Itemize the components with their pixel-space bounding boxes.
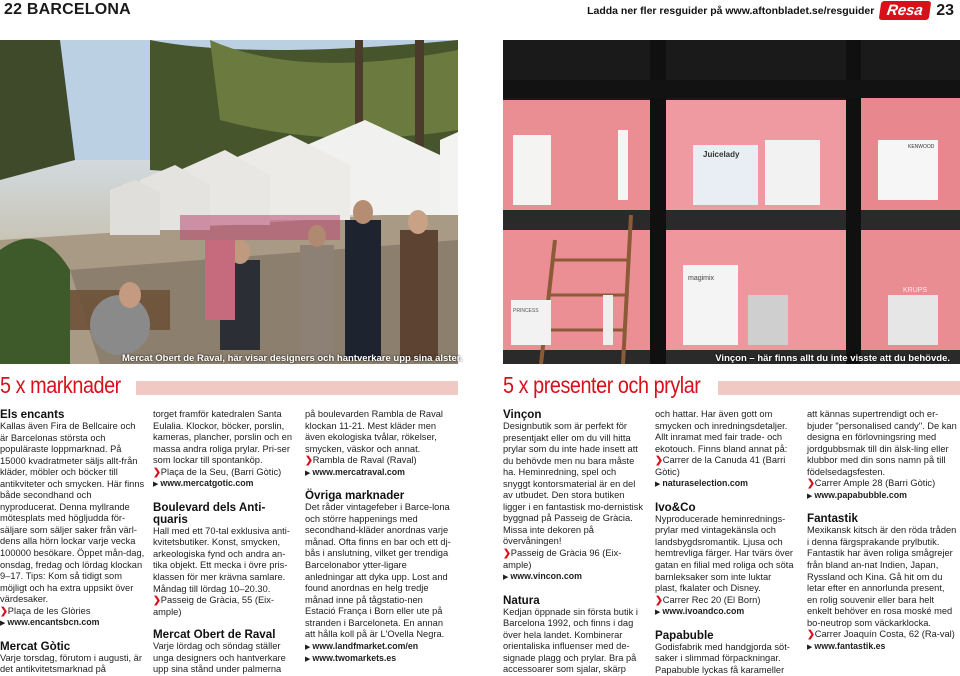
play-icon: ▶ (655, 481, 661, 489)
article-heading: Vinçon (503, 408, 542, 421)
krups-label: KRUPS (903, 287, 928, 294)
kenwood-box-label: KENWOOD (908, 144, 935, 150)
princess-box-label: PRINCESS (513, 308, 539, 314)
play-icon: ▶ (305, 469, 311, 477)
section-rule-left (136, 381, 458, 395)
column-3 (305, 409, 455, 664)
arrow-icon: ❯ (807, 629, 815, 640)
column-1 (0, 408, 146, 675)
shop-window-photo (503, 40, 960, 364)
article-body: på boulevarden Rambla de Raval klockan 11-21. Mest kläder men även ekologiska tvålar, rökelser, smycken, väskor och annat. (305, 409, 443, 454)
article-body: Kallas även Fira de Bellcaire och är Barcelonas största och populäraste loppmarknad. På 15000 kvadratmeter säljs allt-från kläder, möbler och böcker till antikviteter och smycken. Här finns både secondhand och nyproducerat. Denna myllrande mötesplats med högljudda för-säljare som säljer saker från värl-dens alla hörn lockar varje vecka 100000 besökare. Öppet mån-dag, onsdag, fredag och lördag klockan 9–17. Tips: Kom så tidigt som möjligt och ha extra uppsikt över värdesaker. (0, 421, 145, 605)
article-heading: Ivo&Co (655, 500, 696, 514)
article-url[interactable]: ▶ www.fantastik.es (807, 640, 886, 651)
article-url[interactable]: ▶ naturaselection.com (655, 478, 748, 489)
article-address: ❯Carrer Ample 28 (Barri Gòtic) (807, 478, 936, 489)
article-address: ❯Plaça de les Glòries (0, 605, 91, 616)
page-header (0, 0, 960, 24)
article-heading: Boulevard dels Anti-quaris (153, 500, 266, 526)
shop-window-illustration (503, 40, 960, 364)
article-heading: Mercat Obert de Raval (153, 628, 276, 642)
page-number-left: 22 BARCELONA (4, 1, 131, 18)
article-url[interactable]: ▶ www.mercatgotic.com (153, 478, 254, 489)
article-body: Kedjan öppnade sin första butik i Barcelona 1992, och finns i dag över hela landet. Kombinerar orientaliska influenser med de-signade plagg och prylar. Bra på accessoarer som sjalar, skärp (503, 606, 638, 675)
article-heading: Mercat Gòtic (0, 639, 71, 653)
article-address: ❯Carrer Rec 20 (El Born) (655, 594, 761, 605)
article-body: att kännas supertrendigt och er-bjuder "personalised candy". De kan designa en förlovningsring med jordgubbsmak till din älsk-ling eller klubbor med din sons namn på till födelsedagsfesten. (807, 409, 957, 477)
column-2 (153, 409, 295, 675)
article-body: Varje torsdag, förutom i augusti, är det antikvitetsmarknad på (0, 652, 142, 675)
resa-logo: Resa (879, 1, 932, 20)
arrow-icon: ❯ (153, 466, 161, 477)
play-icon: ▶ (503, 574, 509, 582)
arrow-icon: ❯ (655, 594, 663, 605)
play-icon: ▶ (807, 492, 813, 500)
column-4 (503, 408, 645, 675)
article-heading: Natura (503, 593, 540, 607)
article-body: Det råder vintagefeber i Barce-lona och större happenings med secondhand-kläder anordnas varje månad. Ofta finns en bar och ett dj-bås i anslutning, vilket ger trendiga Barcelonabor ytter-ligare anledningar att dyka upp. Lost and found anordnas en helg tredje månad inne på tågstatio-nen Estació França i Born eller ute på stranden i Barceloneta. En annan att hålla koll på är L'Ovella Negra. (305, 502, 451, 640)
market-photo (0, 40, 463, 364)
play-icon: ▶ (807, 643, 813, 651)
article-url[interactable]: ▶ www.ivoandco.com (655, 606, 745, 617)
section-title-gifts: 5 x presenter och prylar (503, 372, 701, 398)
article-url[interactable]: ▶ www.landfmarket.com/en (305, 640, 419, 651)
article-body: torget framför katedralen Santa Eulalia. Klockor, böcker, porslin, kameras, plancher, porslin och en massa andra roliga prylar. Pri-ser som lockar till spontanköp. (153, 409, 293, 466)
guide-link[interactable]: Ladda ner fler resguider på www.aftonbladet.se/resguider (587, 4, 875, 17)
article-address: ❯Plaça de la Seu, (Barri Gòtic) (153, 466, 282, 477)
article-body: Godisfabrik med handgjorda söt-saker i slimmad förpackningar. Papabuble lyckas få karameller (655, 641, 790, 675)
arrow-icon: ❯ (305, 455, 313, 466)
article-body: Mexikansk kitsch är den röda tråden i denna färgsprakande prylbutik. Fantastik har även roliga smågrejer från bland an-nat Indien, Japan, Ryssland och Kina. Gå hit om du letar efter en annorlunda present, en rolig souvenir eller bara helt enkelt behöver en rosa moské med bo-neutrop som väckarklocka. (807, 525, 957, 628)
column-5 (655, 409, 795, 675)
article-body: Hall med ett 70-tal exklusiva anti-kvitetsbutiker. Konst, smycken, arkeologiska fynd och andra an-tika objekt. Ett mecka i övre pris-klassen för mer krävna samlare. Måndag till lördag 10–20.30. (153, 525, 290, 594)
play-icon: ▶ (305, 656, 311, 664)
article-url[interactable]: ▶ www.twomarkets.es (305, 653, 397, 664)
article-address: ❯Rambla de Raval (Raval) (305, 455, 417, 466)
article-body: och hattar. Har även gott om smycken och inredningsdetaljer. Allt inramat med fair trade- och ekotouch. Finns bland annat på: (655, 409, 788, 454)
arrow-icon: ❯ (153, 595, 161, 606)
header-right (587, 1, 954, 20)
article-body: Designbutik som är perfekt för presentjakt eller om du vill hitta prylar som du inte hade insett att du behövde men nu bara måste ha. Heminredning, spel och snyggt kontorsmaterial är en del av utbudet. Den stora butiken ligger i en fantastisk mo-dernistisk byggnad på Passeig de Gràcia. Missa inte dekoren på övervåningen! (503, 421, 644, 547)
section-rule-right (718, 381, 960, 395)
article-body: Nyproducerade heminrednings-prylar med vintagekänsla och landsbygdsromantik. Ljusa och hemtrevliga färger. Har tvärs över gatan en filial med roliga och söta barnleksaker som inte luktar plast, fkalater och Disney. (655, 513, 794, 594)
page-number-right: 23 (936, 1, 954, 19)
column-6 (807, 409, 957, 664)
magimix-box-label: magimix (688, 275, 715, 282)
article-url[interactable]: ▶ www.mercatraval.com (305, 466, 405, 477)
article-address: ❯Passeig de Gràcia 96 (Eix-ample) (503, 548, 622, 570)
article-heading: Fantastik (807, 512, 858, 526)
arrow-icon: ❯ (807, 478, 815, 489)
play-icon: ▶ (305, 643, 311, 651)
article-body: Varje lördag och söndag ställer unga designers och hantverkare upp sina stånd under palmerna (153, 641, 286, 675)
article-address: ❯Passeig de Gràcia, 55 (Eix-ample) (153, 595, 274, 617)
article-url[interactable]: ▶ www.papabubble.com (807, 489, 907, 500)
article-address: ❯Carrer Joaquín Costa, 62 (Ra-val) (807, 629, 955, 640)
section-title-markets: 5 x marknader (0, 372, 121, 398)
juicer-box-label: Juicelady (703, 150, 740, 159)
article-heading: Övriga marknader (305, 489, 405, 503)
shop-photo-caption: Vinçon – här finns allt du inte visste att du behövde. (715, 353, 950, 364)
play-icon: ▶ (0, 620, 6, 628)
article-heading: Els encants (0, 408, 65, 421)
arrow-icon: ❯ (503, 548, 511, 559)
article-address: ❯Carrer de la Canuda 41 (Barri Gòtic) (655, 455, 786, 477)
play-icon: ▶ (655, 609, 661, 617)
article-url[interactable]: ▶ www.vincon.com (503, 571, 582, 582)
market-photo-caption: Mercat Obert de Raval, här visar designers och hantverkare upp sina alster. (122, 353, 463, 364)
market-scene-illustration (0, 40, 458, 364)
article-heading: Papabuble (655, 628, 714, 642)
play-icon: ▶ (153, 481, 159, 489)
arrow-icon: ❯ (0, 605, 8, 616)
arrow-icon: ❯ (655, 455, 663, 466)
article-url[interactable]: ▶ www.encantsbcn.com (0, 617, 100, 628)
